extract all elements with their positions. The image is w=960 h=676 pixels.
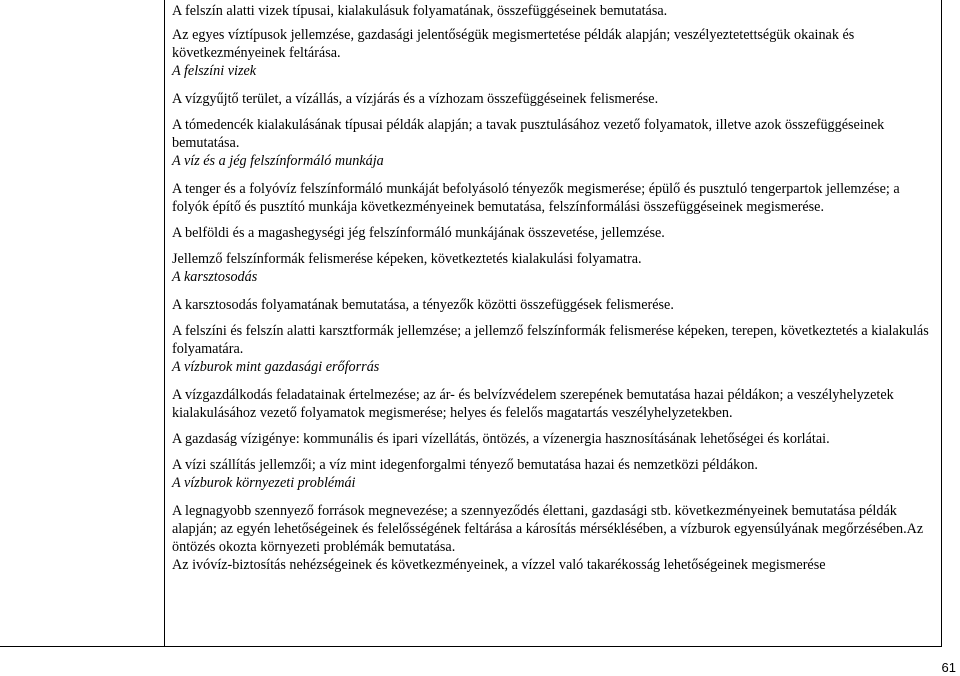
paragraph: A vízi szállítás jellemzői; a víz mint idegenforgalmi tényező bemutatása hazai és nemzetközi példákon. xyxy=(172,457,758,473)
paragraph: A gazdaság vízigénye: kommunális és ipari vízellátás, öntözés, a vízenergia hasznosításának lehetőségei és korlátai. xyxy=(172,431,830,447)
paragraph: A felszíni és felszín alatti karsztformák jellemzése; a jellemző felszínformák felismerése képeken, terepen, következtetés a kialakulás folyamatára. xyxy=(172,323,929,357)
paragraph: A belföldi és a magashegységi jég felszínformáló munkájának összevetése, jellemzése. xyxy=(172,225,665,241)
section-heading: A víz és a jég felszínformáló munkája xyxy=(172,153,384,169)
table-content-cell xyxy=(172,2,932,574)
page-number: 61 xyxy=(941,660,956,675)
paragraph: A vízgazdálkodás feladatainak értelmezése; az ár- és belvízvédelem szerepének bemutatása hazai példákon; a veszélyhelyzetek kialakulásához vezető folyamatok megismerése; helyes és felelős magatartás veszélyhelyzetekben. xyxy=(172,387,894,421)
paragraph: A tenger és a folyóvíz felszínformáló munkáját befolyásoló tényezők megismerése; épülő és pusztuló tengerpartok jellemzése; a folyók építő és pusztító munkája következményeinek bemutatása, felszínformálási összefüggéseinek megismerése. xyxy=(172,181,900,215)
section-heading: A vízburok mint gazdasági erőforrás xyxy=(172,359,380,375)
paragraph: A tómedencék kialakulásának típusai példák alapján; a tavak pusztulásához vezető folyamatok, illetve azok összefüggéseinek bemutatása. xyxy=(172,117,885,151)
paragraph: A karsztosodás folyamatának bemutatása, a tényezők közötti összefüggések felismerése. xyxy=(172,297,674,313)
section-heading: A vízburok környezeti problémái xyxy=(172,475,356,491)
section-heading: A felszíni vizek xyxy=(172,63,257,79)
paragraph: Jellemző felszínformák felismerése képeken, következtetés kialakulási folyamatra. xyxy=(172,251,642,267)
section-heading: A karsztosodás xyxy=(172,269,258,285)
paragraph: A vízgyűjtő terület, a vízállás, a vízjárás és a vízhozam összefüggéseinek felismerése. xyxy=(172,91,659,107)
paragraph: Az ivóvíz-biztosítás nehézségeinek és következményeinek, a vízzel való takarékosság lehetőségeinek megismerése xyxy=(172,557,826,573)
table-left-column xyxy=(0,0,165,647)
paragraph: A felszín alatti vizek típusai, kialakulásuk folyamatának, összefüggéseinek bemutatása. xyxy=(172,3,668,19)
paragraph: Az egyes víztípusok jellemzése, gazdasági jelentőségük megismertetése példák alapján; veszélyeztetettségük okainak és következményeinek feltárása. xyxy=(172,27,855,61)
paragraph: A legnagyobb szennyező források megnevezése; a szennyeződés élettani, gazdasági stb. következményeinek bemutatása példák alapján; az egyén lehetőségeinek és felelősségének feltárása a károsítás mérséklésében, a vízburok egyensúlyának megőrzésében.Az öntözés okozta környezeti problémák bemutatása. xyxy=(172,503,924,555)
